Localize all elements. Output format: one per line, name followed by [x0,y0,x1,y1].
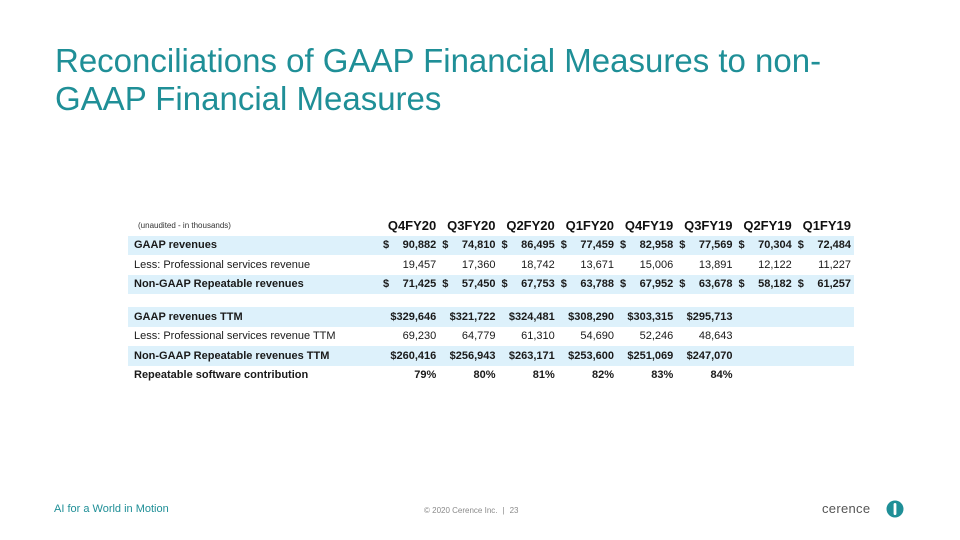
table-cell [380,236,439,256]
row-label: Repeatable software contribution [134,369,309,382]
cell-value: 58,182 [758,278,792,291]
table-cell [736,327,795,347]
table-header-row [128,216,854,236]
table-row [128,346,854,366]
table-cell [380,255,439,275]
cell-value: 18,742 [521,258,555,271]
currency-symbol: $ [383,239,390,252]
table-cell [736,236,795,256]
logo-wordmark: cerence [822,501,871,516]
currency-symbol: $ [797,278,804,291]
currency-symbol: $ [383,278,390,291]
cell-value: 74,810 [461,239,496,252]
table-cell [499,275,558,295]
page-number: 23 [509,506,519,515]
spacer-cell [128,294,854,307]
table-cell [380,327,439,347]
currency-symbol: $ [501,278,508,291]
cell-value: 48,643 [698,330,733,343]
cell-value: 13,671 [580,258,614,271]
currency-symbol: $ [797,239,804,252]
table-cell [558,307,617,327]
currency-symbol: $ [679,239,686,252]
cell-value: 69,230 [402,330,437,343]
table-cell [617,366,676,386]
currency-symbol: $ [442,239,449,252]
table-cell [617,236,676,256]
table-cell [795,275,854,295]
currency-symbol: $ [560,278,567,291]
cerence-mark-icon [886,500,904,518]
table-cell [676,346,735,366]
row-label: GAAP revenues TTM [128,307,380,327]
table-cell [795,255,854,275]
table-cell [439,275,498,295]
cell-value: 63,788 [580,278,614,291]
table-cell [676,255,735,275]
table-cell [439,366,498,386]
cell-value: 70,304 [758,239,792,252]
table-cell [617,307,676,327]
column-header: Q2FY19 [743,218,792,234]
slide-title: Reconciliations of GAAP Financial Measures to non-GAAP Financial Measures [55,42,822,117]
cell-value: 80% [473,369,496,382]
table-cell [380,366,439,386]
cell-value: 54,690 [580,330,614,343]
table-cell [617,327,676,347]
cell-value: 77,569 [698,239,733,252]
currency-symbol: $ [738,239,745,252]
cell-value: 12,122 [758,258,792,271]
currency-symbol: $ [442,278,449,291]
column-header: Q4FY20 [387,218,437,234]
footer-tagline: AI for a World in Motion [54,503,169,515]
spacer-row [128,294,854,307]
table-row [128,236,854,256]
currency-symbol: $ [560,239,567,252]
table-cell [558,346,617,366]
table-cell [439,307,498,327]
row-label: Non-GAAP Repeatable revenues TTM [128,346,380,366]
column-header: Q3FY20 [447,218,496,234]
table-cell [795,236,854,256]
table-row [128,255,854,275]
cell-value: 81% [532,369,555,382]
reconciliation-table-container [128,216,854,385]
cell-value: 67,753 [521,278,555,291]
cell-value: $308,290 [568,310,614,323]
cell-value: 83% [651,369,674,382]
table-cell [736,255,795,275]
cell-value: $253,600 [568,349,614,362]
table-cell [676,307,735,327]
table-cell [558,366,617,386]
table-cell [439,255,498,275]
table-cell [380,275,439,295]
cell-value: 79% [414,369,437,382]
table-cell [676,366,735,386]
table-cell [736,275,795,295]
table-cell [499,236,558,256]
cell-value: $256,943 [449,349,496,362]
cell-value: 15,006 [639,258,674,271]
cell-value: 17,360 [461,258,496,271]
cell-value: 84% [710,369,733,382]
cell-value: 61,310 [521,330,555,343]
currency-symbol: $ [501,239,508,252]
footer-copyright-block [424,506,518,515]
cell-value: $295,713 [686,310,733,323]
table-cell [736,346,795,366]
cell-value: 82% [591,369,614,382]
table-body [128,236,854,386]
table-cell [439,327,498,347]
column-header: Q1FY19 [802,218,851,234]
table-cell [439,236,498,256]
table-cell [736,366,795,386]
table-row [128,307,854,327]
table-cell [558,255,617,275]
column-header: Q3FY19 [684,218,733,234]
table-cell [499,255,558,275]
row-label: Less: Professional services revenue TTM [134,330,336,343]
cell-value: 64,779 [461,330,496,343]
currency-symbol: $ [620,239,627,252]
cell-value: $324,481 [508,310,555,323]
table-cell [795,346,854,366]
table-cell [617,346,676,366]
cell-value: 71,425 [402,278,437,291]
cell-value: 90,882 [402,239,437,252]
cell-value: 67,952 [639,278,674,291]
cell-value: 82,958 [639,239,674,252]
table-cell [439,346,498,366]
cell-value: $251,069 [627,349,674,362]
table-row [128,366,854,386]
cell-value: 61,257 [817,278,851,291]
table-cell [795,366,854,386]
row-label: Non-GAAP Repeatable revenues [128,275,380,295]
column-header: Q1FY20 [565,218,614,234]
cell-value: $260,416 [390,349,437,362]
cell-value: 11,227 [818,258,851,271]
cell-value: 63,678 [698,278,733,291]
table-cell [676,236,735,256]
column-header: Q2FY20 [506,218,555,234]
table-cell [558,275,617,295]
copyright-text: © 2020 Cerence Inc. [424,506,498,515]
table-cell [676,275,735,295]
cell-value: $263,171 [508,349,555,362]
table-caption: (unaudited - in thousands) [138,221,231,231]
table-cell [558,327,617,347]
reconciliation-table [128,216,854,385]
cell-value: 86,495 [521,239,555,252]
table-cell [558,236,617,256]
table-cell [617,275,676,295]
cell-value: 19,457 [402,258,437,271]
table-row [128,327,854,347]
table-cell [380,346,439,366]
row-label: GAAP revenues [128,236,380,256]
cell-value: $303,315 [627,310,674,323]
table-cell [499,307,558,327]
cerence-logo [822,500,904,520]
cell-value: 72,484 [817,239,851,252]
cell-value: $321,722 [449,310,496,323]
currency-symbol: $ [620,278,627,291]
cell-value: 13,891 [698,258,733,271]
currency-symbol: $ [738,278,745,291]
currency-symbol: $ [679,278,686,291]
row-label: Less: Professional services revenue [134,258,311,271]
table-cell [499,366,558,386]
footer-separator: | [502,506,505,515]
column-header: Q4FY19 [624,218,674,234]
table-cell [795,327,854,347]
cell-value: 57,450 [461,278,496,291]
table-cell [380,307,439,327]
table-cell [676,327,735,347]
table-cell [617,255,676,275]
table-cell [736,307,795,327]
cell-value: $329,646 [390,310,437,323]
cell-value: $247,070 [686,349,733,362]
table-cell [499,327,558,347]
cell-value: 77,459 [580,239,614,252]
cell-value: 52,246 [639,330,674,343]
table-row [128,275,854,295]
table-cell [795,307,854,327]
table-cell [499,346,558,366]
